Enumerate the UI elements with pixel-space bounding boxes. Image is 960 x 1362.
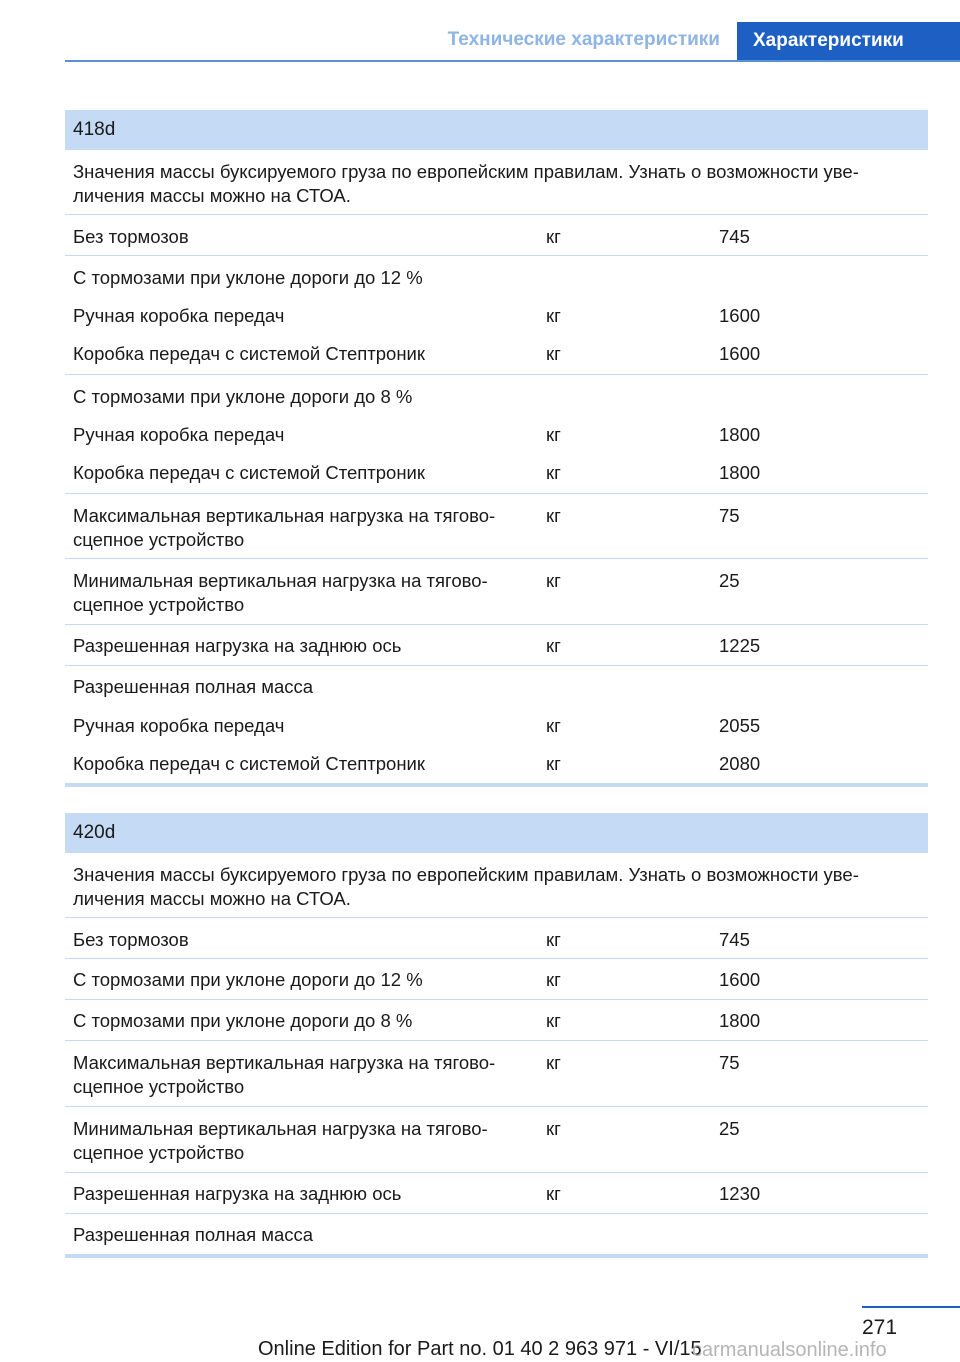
table-row [65,374,928,414]
row-unit: кг [546,424,561,445]
row-value: 75 [719,1052,740,1073]
row-label: Ручная коробка передач [73,424,285,445]
row-value: 1800 [719,462,761,483]
row-unit: кг [546,505,561,526]
row-label: Без тормозов [73,929,189,950]
row-unit: кг [546,305,561,326]
table-row [65,295,928,334]
page-number: 271 [862,1316,898,1339]
table-title: 418d [65,110,928,150]
row-value: 745 [719,226,750,247]
row-value: 25 [719,1118,740,1139]
table-row [65,1172,928,1213]
table-row [65,255,928,295]
row-unit: кг [546,462,561,483]
table-note: Значения массы буксируемого груза по европейским правилам. Узнать о возможности уве-личения массы можно на СТОА. [73,864,859,909]
row-label: С тормозами при уклоне дороги до 8 % [73,386,413,407]
table-row [65,665,928,705]
row-label: Разрешенная нагрузка на заднюю ось [73,635,402,656]
row-unit: кг [546,929,561,950]
header-divider [65,60,960,62]
row-unit: кг [546,1118,561,1139]
row-value: 1600 [719,969,761,990]
table-title: 420d [65,813,928,853]
table-row [65,1213,928,1254]
row-unit: кг [546,635,561,656]
row-unit: кг [546,1052,561,1073]
table-row [65,1040,928,1106]
table-row [65,214,928,255]
header-chapter-tab: Характеристики [737,22,960,62]
row-value: 1225 [719,635,761,656]
row-label: Без тормозов [73,226,189,247]
row-unit: кг [546,715,561,736]
row-value: 1800 [719,424,761,445]
row-value: 745 [719,929,750,950]
table-bottom-rule [65,783,928,787]
row-label: С тормозами при уклоне дороги до 8 % [73,1010,413,1031]
table-row [65,414,928,453]
row-label: Минимальная вертикальная нагрузка на тягово-сцепное устройство [73,570,488,615]
row-value: 25 [719,570,740,591]
table-row [65,1106,928,1172]
table-row [65,558,928,624]
table-418d [65,110,928,787]
row-label: Разрешенная полная масса [73,676,314,697]
row-value: 1800 [719,1010,761,1031]
row-unit: кг [546,969,561,990]
table-bottom-rule [65,1254,928,1258]
row-unit: кг [546,570,561,591]
row-value: 2055 [719,715,761,736]
table-note: Значения массы буксируемого груза по европейским правилам. Узнать о возможности уве-личения массы можно на СТОА. [73,161,859,206]
row-value: 1230 [719,1183,761,1204]
row-unit: кг [546,1183,561,1204]
row-label: Разрешенная полная масса [73,1224,314,1245]
table-row [65,493,928,558]
table-420d [65,813,928,1258]
table-row [65,624,928,665]
row-unit: кг [546,753,561,774]
table-row [65,744,928,783]
row-label: Максимальная вертикальная нагрузка на тягово-сцепное устройство [73,1052,496,1097]
row-label: Ручная коробка передач [73,715,285,736]
row-unit: кг [546,1010,561,1031]
edition-text: Online Edition for Part no. 01 40 2 963 971 - VI/15 [258,1338,702,1360]
row-label: С тормозами при уклоне дороги до 12 % [73,267,423,288]
row-value: 1600 [719,343,761,364]
table-row [65,453,928,493]
footer-divider [862,1306,960,1308]
row-label: С тормозами при уклоне дороги до 12 % [73,969,423,990]
row-label: Ручная коробка передач [73,305,285,326]
header-section-title: Технические характеристики [447,29,720,50]
table-row [65,999,928,1040]
table-row [65,958,928,999]
row-unit: кг [546,226,561,247]
watermark: carmanualsonline.info [692,1339,887,1361]
table-note-row [65,853,928,917]
row-label: Коробка передач с системой Стептроник [73,462,425,483]
row-value: 1600 [719,305,761,326]
table-row [65,917,928,958]
row-label: Коробка передач с системой Стептроник [73,753,425,774]
row-label: Коробка передач с системой Стептроник [73,343,425,364]
row-label: Разрешенная нагрузка на заднюю ось [73,1183,402,1204]
row-value: 75 [719,505,740,526]
row-label: Минимальная вертикальная нагрузка на тягово-сцепное устройство [73,1118,488,1163]
row-value: 2080 [719,753,761,774]
row-label: Максимальная вертикальная нагрузка на тягово-сцепное устройство [73,505,496,550]
table-note-row [65,150,928,214]
table-row [65,334,928,374]
row-unit: кг [546,343,561,364]
table-row [65,705,928,744]
